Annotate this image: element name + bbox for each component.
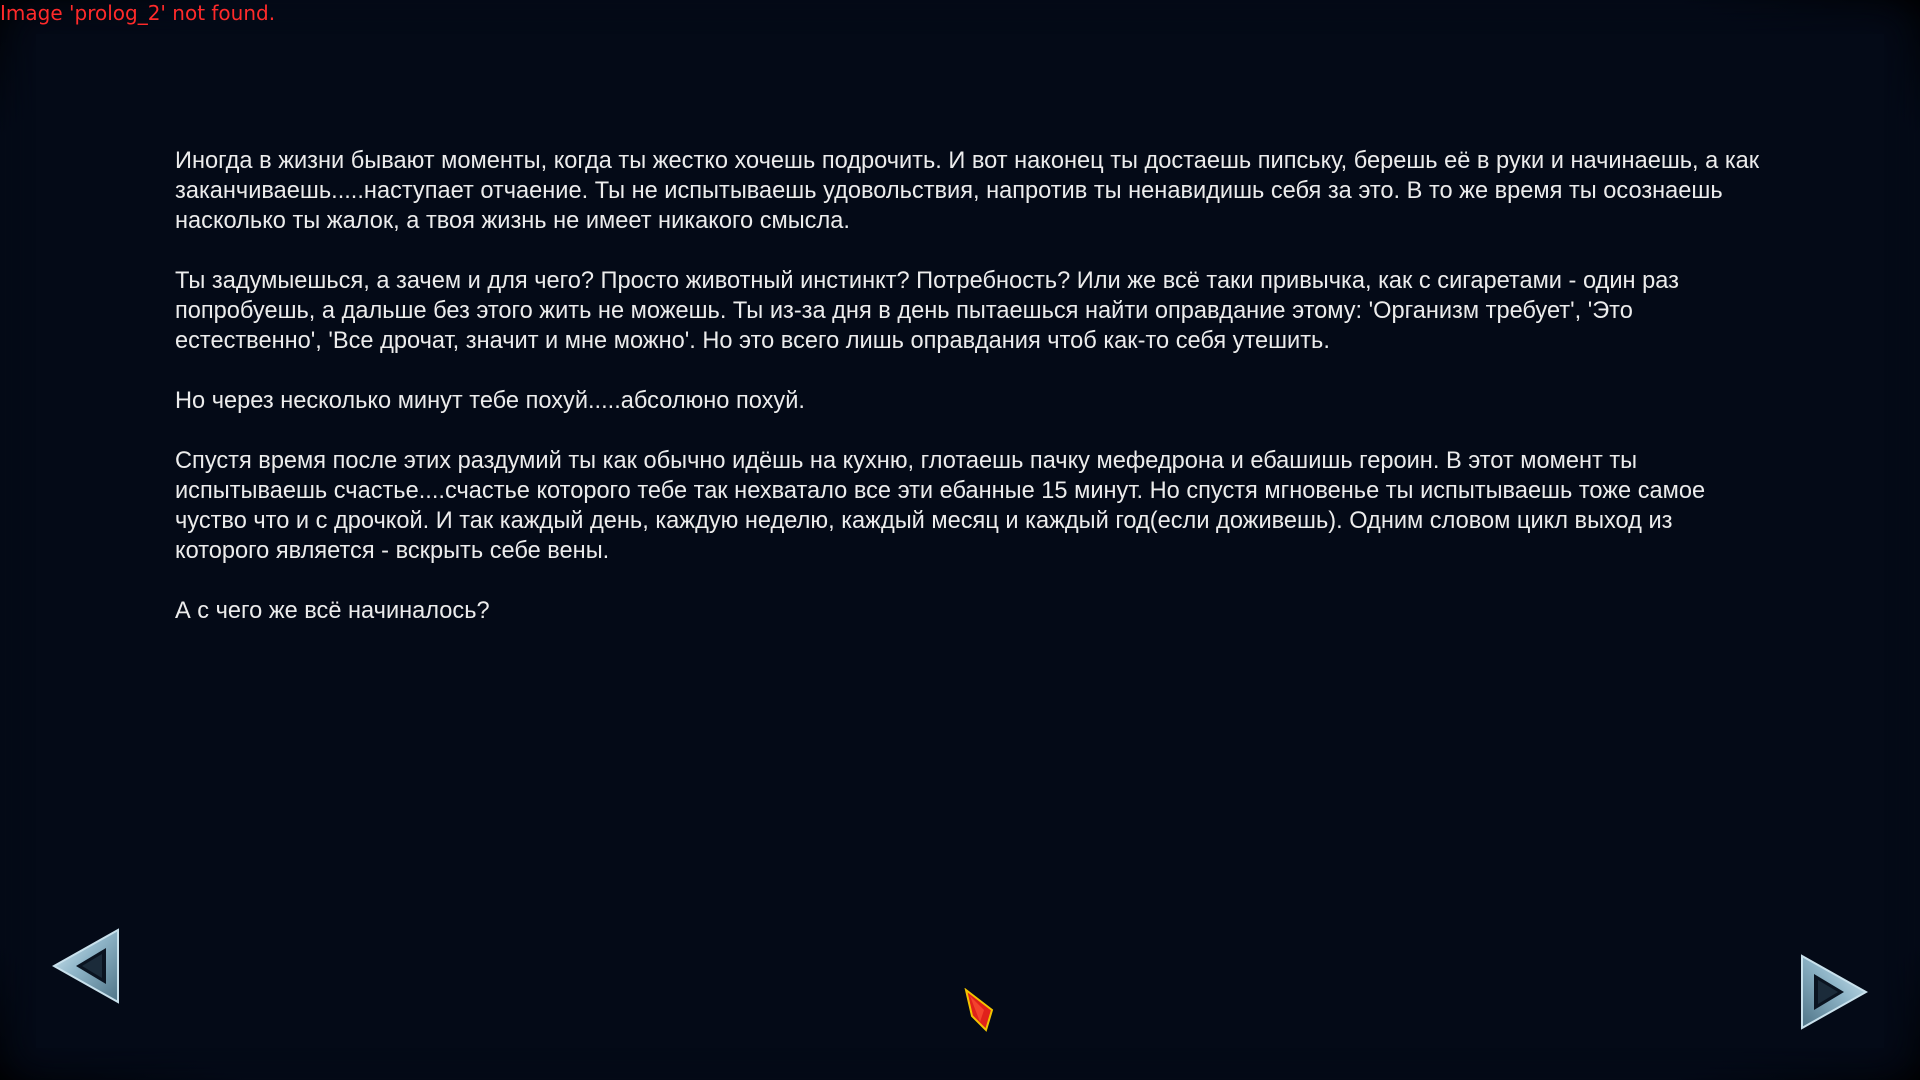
next-page-button[interactable] xyxy=(1798,952,1868,1032)
previous-page-button[interactable] xyxy=(52,926,122,1006)
story-paragraph-3: Но через несколько минут тебе похуй.....абсолюно похуй. xyxy=(175,388,805,414)
red-pointer-cursor-icon xyxy=(964,988,994,1032)
story-paragraph-2: Ты задумыешься, а зачем и для чего? Просто животный инстинкт? Потребность? Или же всё таки привычка, как с сигаретами - один раз попробуешь, а дальше без этого жить не можешь. Ты из-за дня в день пытаешься найти оправдание этому: 'Организм требует', 'Это естественно', 'Все дрочат, значит и мне можно'. Но это всего лишь оправдания чтоб как-то себя утешить. xyxy=(175,268,1679,354)
image-missing-error: Image 'prolog_2' not found. xyxy=(0,1,276,25)
story-paragraph-5: А с чего же всё начиналось? xyxy=(175,598,490,624)
story-paragraph-4: Спустя время после этих раздумий ты как обычно идёшь на кухню, глотаешь пачку мефедрона и ебашишь героин. В этот момент ты испытываешь счастье....счастье которого тебе так нехватало все эти ебанные 15 минут. Но спустя мгновенье ты испытываешь тоже самое чуство что и с дрочкой. И так каждый день, каждую неделю, каждый месяц и каждый год(если доживешь). Одним словом цикл выход из которого является - вскрыть себе вены. xyxy=(175,448,1706,564)
triangle-right-icon xyxy=(1798,952,1868,1032)
story-paragraph-1: Иногда в жизни бывают моменты, когда ты жестко хочешь подрочить. И вот наконец ты достаешь пипську, берешь её в руки и начинаешь, а как заканчиваешь.....наступает отчаение. Ты не испытываешь удовольствия, напротив ты ненавидишь себя за это. В то же время ты осознаешь насколько ты жалок, а твоя жизнь не имеет никакого смысла. xyxy=(175,148,1760,234)
story-text-block xyxy=(175,146,1760,656)
triangle-left-icon xyxy=(52,926,122,1006)
